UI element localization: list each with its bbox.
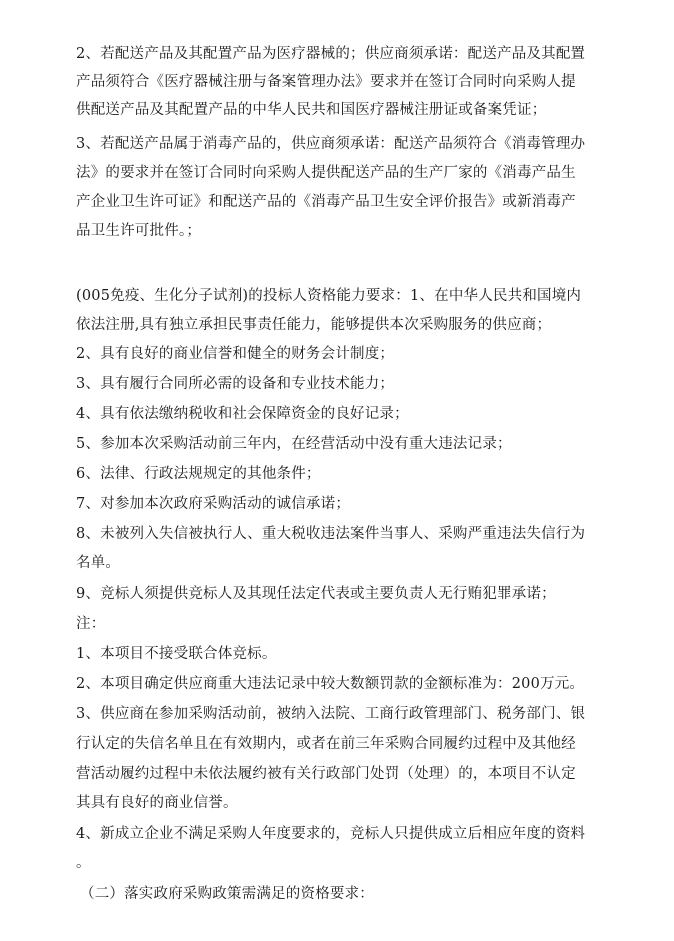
text-line: 6、法律、行政法规规定的其他条件； [76,466,321,482]
text-line: 9、竞标人须提供竞标人及其现任法定代表或主要负责人无行贿犯罪承诺； [76,586,556,602]
text-line: 3、供应商在参加采购活动前，被纳入法院、工商行政管理部门、税务部门、银 [76,706,586,722]
text-line: 产品须符合《医疗器械注册与备案管理办法》要求并在签订合同时向采购人提 [76,74,576,90]
text-line: 4、新成立企业不满足采购人年度要求的，竞标人只提供成立后相应年度的资料 [76,826,586,842]
text-line: 3、具有履行合同所必需的设备和专业技术能力； [76,376,395,392]
text-line: 营活动履约过程中未依法履约被有关行政部门处罚（处理）的，本项目不认定 [76,766,576,782]
text-line: 1、本项目不接受联合体竞标。 [76,646,277,662]
text-line: 5、参加本次采购活动前三年内，在经营活动中没有重大违法记录； [76,436,512,452]
text-line: 3、若配送产品属于消毒产品的，供应商须承诺：配送产品须符合《消毒管理办 [76,136,586,152]
text-line: 7、对参加本次政府采购活动的诚信承诺； [76,496,351,512]
text-line: (005免疫、生化分子试剂)的投标人资格能力要求：1、在中华人民共和国境内 [76,288,582,304]
text-line: 供配送产品及其配置产品的中华人民共和国医疗器械注册证或备案凭证； [76,102,547,118]
text-line: 8、未被列入失信被执行人、重大税收违法案件当事人、采购严重违法失信行为 [76,526,586,542]
text-line: 品卫生许可批件。； [76,223,202,239]
section-heading: （二）落实政府采购政策需满足的资格要求： [80,886,374,902]
text-line: 2、若配送产品及其配置产品为医疗器械的；供应商须承诺：配送产品及其配置 [76,46,586,62]
text-line: 名单。 [76,555,121,571]
text-line: 行认定的失信名单且在有效期内，或者在前三年采购合同履约过程中及其他经 [76,736,576,752]
text-line: 产企业卫生许可证》和配送产品的《消毒产品卫生安全评价报告》或新消毒产 [76,194,576,210]
text-line: 法》的要求并在签订合同时向采购人提供配送产品的生产厂家的《消毒产品生 [76,165,576,181]
text-line: 其具有良好的商业信誉。 [76,795,238,811]
text-line: 2、具有良好的商业信誉和健全的财务会计制度； [76,346,395,362]
text-line: 依法注册,具有独立承担民事责任能力，能够提供本次采购服务的供应商； [76,317,552,333]
text-line: 。 [76,855,91,871]
text-line: 注： [76,616,106,632]
text-line: 4、具有依法缴纳税收和社会保障资金的良好记录； [76,406,409,422]
text-line: 2、本项目确定供应商重大违法记录中较大数额罚款的金额标准为：200万元。 [76,676,585,692]
